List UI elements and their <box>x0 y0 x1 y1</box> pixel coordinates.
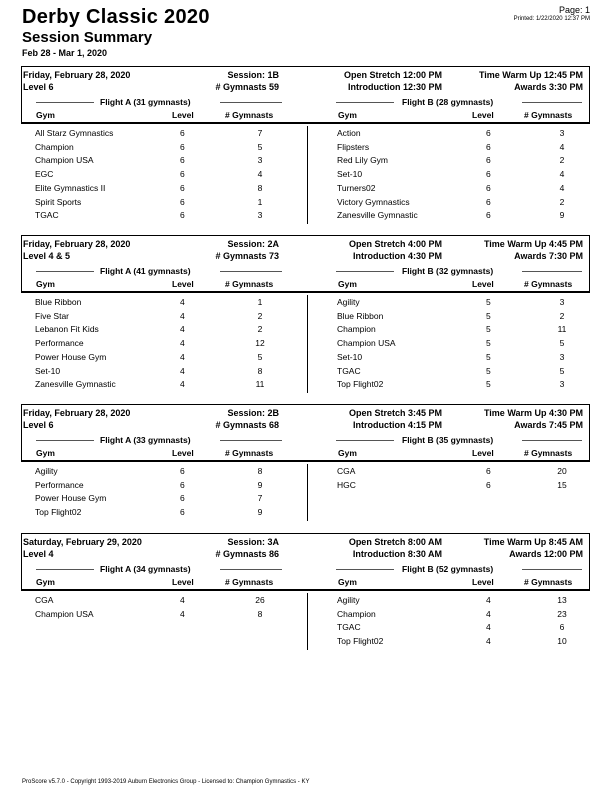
gym-row <box>35 210 305 223</box>
gym-row <box>337 311 607 324</box>
session-rows <box>21 124 590 226</box>
awards-time: Awards 7:45 PM <box>514 420 583 430</box>
gym-row <box>35 169 305 182</box>
gym-name: Flipsters <box>337 141 370 152</box>
gym-level: 6 <box>180 169 185 180</box>
gym-row <box>337 197 607 210</box>
col-header-gymnasts-b: # Gymnasts <box>524 279 573 289</box>
gym-level: 4 <box>180 379 185 390</box>
gym-level: 6 <box>180 196 185 207</box>
gym-row <box>337 142 607 155</box>
gym-count: 4 <box>559 182 565 193</box>
gym-name: Champion USA <box>337 338 396 349</box>
gym-count: 5 <box>257 351 263 362</box>
gym-level: 6 <box>180 210 185 221</box>
session-level: Level 4 & 5 <box>23 251 71 261</box>
gym-row <box>35 595 305 608</box>
gym-row <box>337 622 607 635</box>
session-gymnast-count: # Gymnasts 59 <box>215 82 279 92</box>
col-header-level-b: Level <box>472 110 494 120</box>
gym-count: 8 <box>257 182 263 193</box>
gym-row <box>337 609 607 622</box>
gym-name: Performance <box>35 479 84 490</box>
session-level: Level 6 <box>23 420 54 430</box>
gym-name: Champion <box>337 324 376 335</box>
gym-count: 8 <box>257 466 263 476</box>
col-header-gym-a: Gym <box>36 110 55 120</box>
gym-level: 6 <box>180 128 185 138</box>
gym-level: 5 <box>486 379 491 390</box>
gym-count: 9 <box>257 479 263 490</box>
gym-row <box>337 297 607 310</box>
session-gymnast-count: # Gymnasts 73 <box>215 251 279 261</box>
gym-row <box>337 366 607 379</box>
date-range: Feb 28 - Mar 1, 2020 <box>22 48 108 58</box>
gym-count: 10 <box>557 636 567 647</box>
gym-count: 5 <box>559 365 565 376</box>
session-header <box>21 66 590 124</box>
gym-count: 7 <box>257 493 263 504</box>
gym-row <box>35 379 305 392</box>
awards-time: Awards 3:30 PM <box>514 82 583 92</box>
gym-level: 6 <box>486 466 491 476</box>
gym-name: Blue Ribbon <box>337 310 384 321</box>
introduction-time: Introduction 4:30 PM <box>352 251 442 261</box>
report-title: Derby Classic 2020 <box>22 6 210 28</box>
flight-b-rule-left <box>336 440 394 441</box>
warmup-time: Time Warm Up 8:45 AM <box>483 537 583 547</box>
col-header-level-b: Level <box>472 279 494 289</box>
gym-row <box>35 609 305 622</box>
introduction-time: Introduction 12:30 PM <box>347 82 442 92</box>
gym-level: 4 <box>180 297 185 307</box>
flight-a-rule-right <box>220 440 282 441</box>
gym-count: 13 <box>557 595 567 605</box>
gym-level: 4 <box>180 324 185 335</box>
warmup-time: Time Warm Up 4:30 PM <box>483 408 583 418</box>
gym-name: Top Flight02 <box>337 636 384 647</box>
col-header-gymnasts-b: # Gymnasts <box>524 448 573 458</box>
gym-name: Elite Gymnastics II <box>35 182 106 193</box>
col-header-gymnasts-a: # Gymnasts <box>225 110 274 120</box>
open-stretch-time: Open Stretch 12:00 PM <box>343 70 442 80</box>
gym-count: 7 <box>257 128 263 138</box>
col-header-level-a: Level <box>172 110 194 120</box>
session-block <box>21 404 590 523</box>
col-header-gymnasts-a: # Gymnasts <box>225 577 274 587</box>
flight-a-rule-left <box>36 102 94 103</box>
col-header-gym-b: Gym <box>338 448 357 458</box>
gym-row <box>35 128 305 141</box>
gym-count: 3 <box>559 128 565 138</box>
gym-name: HGC <box>337 479 356 490</box>
gym-count: 2 <box>257 324 263 335</box>
gym-row <box>35 480 305 493</box>
gym-row <box>337 379 607 392</box>
gym-count: 1 <box>257 297 263 307</box>
gym-row <box>337 169 607 182</box>
gym-count: 26 <box>255 595 265 605</box>
col-header-level-a: Level <box>172 448 194 458</box>
gym-name: Performance <box>35 338 84 349</box>
flight-b-rule-left <box>336 569 394 570</box>
session-id: Session: 2A <box>227 239 279 249</box>
gym-row <box>35 493 305 506</box>
col-header-gym-a: Gym <box>36 577 55 587</box>
gym-level: 5 <box>486 338 491 349</box>
flight-b-rule-right <box>522 271 582 272</box>
gym-level: 6 <box>180 479 185 490</box>
flight-b-rule-left <box>336 271 394 272</box>
gym-name: CGA <box>337 466 356 476</box>
gym-name: Victory Gymnastics <box>337 196 410 207</box>
gym-count: 8 <box>257 365 263 376</box>
session-gymnast-count: # Gymnasts 68 <box>215 420 279 430</box>
col-header-level-a: Level <box>172 577 194 587</box>
flight-b-title: Flight B (32 gymnasts) <box>402 266 494 276</box>
flight-b-rule-right <box>522 569 582 570</box>
gym-name: Spirit Sports <box>35 196 82 207</box>
gym-level: 6 <box>180 182 185 193</box>
gym-count: 3 <box>257 210 263 221</box>
session-level: Level 4 <box>23 549 54 559</box>
col-header-gym-b: Gym <box>338 279 357 289</box>
gym-row <box>35 352 305 365</box>
gym-count: 2 <box>559 196 565 207</box>
flight-a-rule-left <box>36 271 94 272</box>
gym-level: 5 <box>486 310 491 321</box>
gym-row <box>337 595 607 608</box>
gym-name: Agility <box>337 595 360 605</box>
gym-count: 2 <box>257 310 263 321</box>
gym-row <box>35 466 305 479</box>
warmup-time: Time Warm Up 4:45 PM <box>483 239 583 249</box>
awards-time: Awards 7:30 PM <box>514 251 583 261</box>
column-divider <box>307 464 308 521</box>
col-header-gymnasts-a: # Gymnasts <box>225 279 274 289</box>
col-header-level-a: Level <box>172 279 194 289</box>
gym-level: 6 <box>486 479 491 490</box>
session-header <box>21 404 590 462</box>
gym-level: 4 <box>486 608 491 619</box>
gym-name: Lebanon Fit Kids <box>35 324 99 335</box>
gym-row <box>337 210 607 223</box>
flight-b-title: Flight B (35 gymnasts) <box>402 435 494 445</box>
gym-count: 4 <box>257 169 263 180</box>
gym-row <box>35 197 305 210</box>
introduction-time: Introduction 8:30 AM <box>352 549 442 559</box>
flight-a-rule-left <box>36 569 94 570</box>
gym-name: Agility <box>35 466 58 476</box>
gym-level: 6 <box>486 182 491 193</box>
gym-level: 6 <box>486 210 491 221</box>
awards-time: Awards 12:00 PM <box>509 549 583 559</box>
col-header-gym-b: Gym <box>338 110 357 120</box>
gym-name: Zanesville Gymnastic <box>35 379 116 390</box>
flight-a-rule-right <box>220 569 282 570</box>
gym-row <box>35 311 305 324</box>
session-date: Friday, February 28, 2020 <box>23 408 131 418</box>
warmup-time: Time Warm Up 12:45 PM <box>478 70 583 80</box>
gym-row <box>337 324 607 337</box>
session-rows <box>21 591 590 652</box>
gym-level: 4 <box>486 595 491 605</box>
session-id: Session: 3A <box>227 537 279 547</box>
session-level: Level 6 <box>23 82 54 92</box>
gym-count: 5 <box>559 338 565 349</box>
flight-b-title: Flight B (28 gymnasts) <box>402 97 494 107</box>
flight-a-title: Flight A (41 gymnasts) <box>100 266 191 276</box>
gym-count: 2 <box>559 155 565 166</box>
gym-row <box>35 366 305 379</box>
gym-level: 6 <box>180 155 185 166</box>
gym-name: TGAC <box>337 622 361 633</box>
gym-level: 4 <box>180 365 185 376</box>
flight-b-rule-right <box>522 440 582 441</box>
footer-copyright: ProScore v5.7.0 - Copyright 1993-2019 Auburn Electronics Group - Licensed to: Champion Gymnastics - KY <box>22 779 310 785</box>
gym-row <box>337 636 607 649</box>
session-rows <box>21 293 590 395</box>
gym-row <box>35 142 305 155</box>
gym-row <box>337 128 607 141</box>
gym-name: TGAC <box>35 210 59 221</box>
gym-level: 6 <box>180 466 185 476</box>
gym-count: 12 <box>255 338 265 349</box>
gym-row <box>337 352 607 365</box>
flight-a-rule-left <box>36 440 94 441</box>
gym-level: 6 <box>486 169 491 180</box>
session-gymnast-count: # Gymnasts 86 <box>215 549 279 559</box>
gym-level: 6 <box>486 196 491 207</box>
gym-name: CGA <box>35 595 54 605</box>
open-stretch-time: Open Stretch 8:00 AM <box>348 537 442 547</box>
col-header-level-b: Level <box>472 448 494 458</box>
gym-level: 4 <box>180 351 185 362</box>
open-stretch-time: Open Stretch 4:00 PM <box>348 239 442 249</box>
session-date: Friday, February 28, 2020 <box>23 70 131 80</box>
col-header-gym-b: Gym <box>338 577 357 587</box>
gym-row <box>35 507 305 520</box>
page-number: Page: 1 <box>558 5 590 15</box>
gym-count: 3 <box>559 379 565 390</box>
flight-a-rule-right <box>220 102 282 103</box>
gym-count: 1 <box>257 196 263 207</box>
gym-name: Red Lily Gym <box>337 155 389 166</box>
flight-b-rule-left <box>336 102 394 103</box>
gym-count: 11 <box>557 324 567 335</box>
gym-level: 4 <box>180 310 185 321</box>
gym-name: Champion USA <box>35 155 94 166</box>
col-header-gym-a: Gym <box>36 279 55 289</box>
gym-name: Action <box>337 128 361 138</box>
gym-count: 4 <box>559 169 565 180</box>
col-header-gym-a: Gym <box>36 448 55 458</box>
flight-a-rule-right <box>220 271 282 272</box>
gym-name: TGAC <box>337 365 361 376</box>
gym-level: 6 <box>180 141 185 152</box>
gym-count: 20 <box>557 466 567 476</box>
gym-name: Champion <box>337 608 376 619</box>
gym-name: Agility <box>337 297 360 307</box>
flight-b-rule-right <box>522 102 582 103</box>
gym-name: Power House Gym <box>35 493 107 504</box>
gym-count: 8 <box>257 608 263 619</box>
gym-name: Power House Gym <box>35 351 107 362</box>
session-date: Friday, February 28, 2020 <box>23 239 131 249</box>
gym-level: 6 <box>486 155 491 166</box>
gym-row <box>337 466 607 479</box>
introduction-time: Introduction 4:15 PM <box>352 420 442 430</box>
gym-name: Set-10 <box>35 365 61 376</box>
col-header-gymnasts-a: # Gymnasts <box>225 448 274 458</box>
session-block <box>21 66 590 226</box>
gym-level: 5 <box>486 365 491 376</box>
gym-name: All Starz Gymnastics <box>35 128 114 138</box>
session-block <box>21 533 590 652</box>
printed-timestamp: Printed: 1/22/2020 12:37 PM <box>513 16 590 22</box>
session-date: Saturday, February 29, 2020 <box>23 537 142 547</box>
gym-count: 9 <box>559 210 565 221</box>
gym-count: 4 <box>559 141 565 152</box>
gym-level: 4 <box>180 338 185 349</box>
flight-b-title: Flight B (52 gymnasts) <box>402 564 494 574</box>
gym-count: 3 <box>559 297 565 307</box>
gym-name: EGC <box>35 169 54 180</box>
column-divider <box>307 295 308 393</box>
gym-name: Champion USA <box>35 608 94 619</box>
flight-a-title: Flight A (34 gymnasts) <box>100 564 191 574</box>
gym-level: 6 <box>486 141 491 152</box>
gym-count: 6 <box>559 622 565 633</box>
gym-count: 5 <box>257 141 263 152</box>
gym-name: Five Star <box>35 310 70 321</box>
col-header-level-b: Level <box>472 577 494 587</box>
gym-row <box>35 338 305 351</box>
flight-a-title: Flight A (33 gymnasts) <box>100 435 191 445</box>
session-header <box>21 533 590 591</box>
report-subtitle: Session Summary <box>22 29 153 46</box>
gym-row <box>35 155 305 168</box>
gym-level: 5 <box>486 297 491 307</box>
column-divider <box>307 126 308 224</box>
gym-level: 4 <box>180 595 185 605</box>
session-header <box>21 235 590 293</box>
gym-count: 2 <box>559 310 565 321</box>
gym-row <box>35 183 305 196</box>
gym-count: 23 <box>557 608 567 619</box>
session-id: Session: 1B <box>227 70 279 80</box>
gym-level: 4 <box>486 636 491 647</box>
gym-level: 6 <box>180 493 185 504</box>
gym-count: 3 <box>559 351 565 362</box>
gym-row <box>337 155 607 168</box>
gym-count: 9 <box>257 507 263 518</box>
gym-name: Champion <box>35 141 74 152</box>
gym-row <box>35 324 305 337</box>
gym-level: 5 <box>486 351 491 362</box>
gym-level: 4 <box>486 622 491 633</box>
gym-row <box>337 183 607 196</box>
gym-count: 3 <box>257 155 263 166</box>
gym-name: Set-10 <box>337 169 363 180</box>
gym-level: 6 <box>486 128 491 138</box>
gym-name: Top Flight02 <box>35 507 82 518</box>
gym-name: Blue Ribbon <box>35 297 82 307</box>
col-header-gymnasts-b: # Gymnasts <box>524 110 573 120</box>
gym-name: Top Flight02 <box>337 379 384 390</box>
gym-level: 4 <box>180 608 185 619</box>
session-id: Session: 2B <box>227 408 279 418</box>
gym-row <box>337 338 607 351</box>
open-stretch-time: Open Stretch 3:45 PM <box>348 408 442 418</box>
gym-level: 5 <box>486 324 491 335</box>
gym-count: 15 <box>557 479 567 490</box>
column-divider <box>307 593 308 650</box>
session-rows <box>21 462 590 523</box>
gym-row <box>337 480 607 493</box>
flight-a-title: Flight A (31 gymnasts) <box>100 97 191 107</box>
gym-name: Turners02 <box>337 182 376 193</box>
col-header-gymnasts-b: # Gymnasts <box>524 577 573 587</box>
gym-name: Zanesville Gymnastic <box>337 210 418 221</box>
gym-name: Set-10 <box>337 351 363 362</box>
gym-row <box>35 297 305 310</box>
session-block <box>21 235 590 395</box>
gym-count: 11 <box>255 379 265 390</box>
gym-level: 6 <box>180 507 185 518</box>
